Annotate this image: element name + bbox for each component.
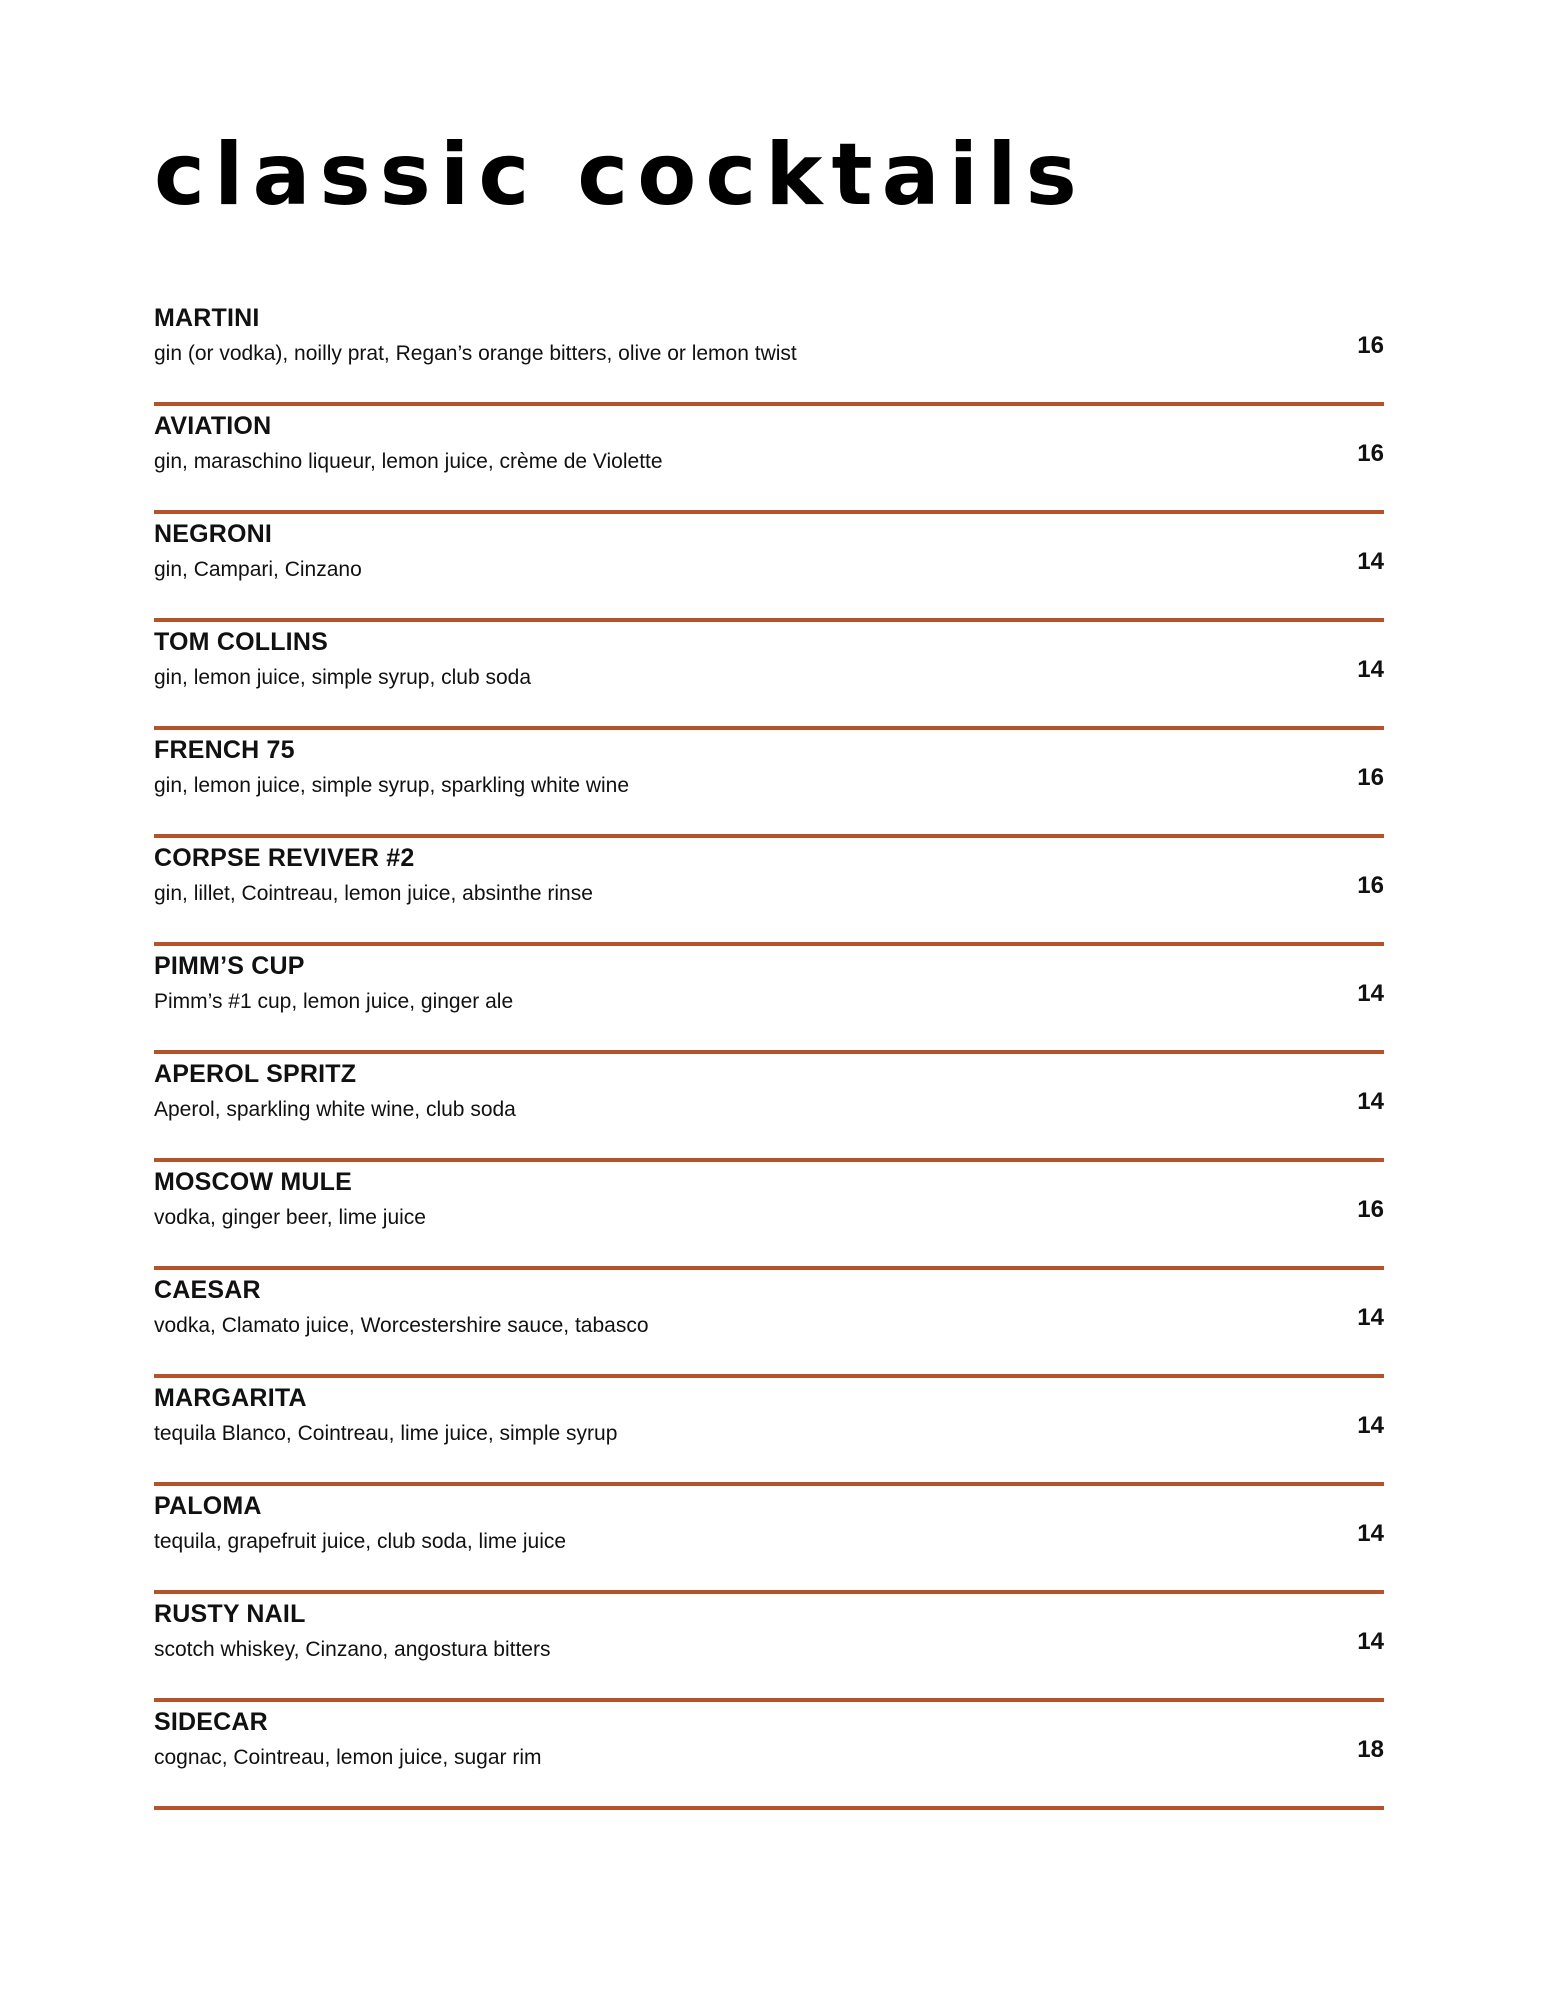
menu-item xyxy=(154,732,1384,838)
item-description: gin, lemon juice, simple syrup, club soda xyxy=(154,666,532,689)
menu-item xyxy=(154,1272,1384,1378)
menu-item xyxy=(154,516,1384,622)
item-description: cognac, Cointreau, lemon juice, sugar rim xyxy=(154,1746,542,1769)
item-name: CAESAR xyxy=(154,1276,261,1304)
menu-item xyxy=(154,624,1384,730)
item-description: gin, lemon juice, simple syrup, sparkling white wine xyxy=(154,774,630,797)
item-name: MARTINI xyxy=(154,304,260,332)
item-price: 14 xyxy=(1357,548,1384,575)
menu-item xyxy=(154,1164,1384,1270)
item-description: gin, Campari, Cinzano xyxy=(154,558,362,581)
menu-item xyxy=(154,840,1384,946)
menu-item xyxy=(154,1704,1384,1810)
item-name: MARGARITA xyxy=(154,1384,307,1412)
item-description: Aperol, sparkling white wine, club soda xyxy=(154,1098,516,1121)
menu-item xyxy=(154,408,1384,514)
menu-item xyxy=(154,948,1384,1054)
item-name: TOM COLLINS xyxy=(154,628,328,656)
item-price: 16 xyxy=(1357,440,1384,467)
item-name: RUSTY NAIL xyxy=(154,1600,306,1628)
item-price: 14 xyxy=(1357,1628,1384,1655)
cocktail-list xyxy=(154,300,1384,1812)
menu-item xyxy=(154,1380,1384,1486)
item-description: gin, lillet, Cointreau, lemon juice, absinthe rinse xyxy=(154,882,593,905)
menu-item xyxy=(154,1488,1384,1594)
menu-item xyxy=(154,1596,1384,1702)
item-description: vodka, Clamato juice, Worcestershire sauce, tabasco xyxy=(154,1314,649,1337)
item-description: gin (or vodka), noilly prat, Regan’s orange bitters, olive or lemon twist xyxy=(154,342,797,365)
item-price: 14 xyxy=(1357,980,1384,1007)
item-price: 14 xyxy=(1357,1088,1384,1115)
item-name: FRENCH 75 xyxy=(154,736,295,764)
item-price: 16 xyxy=(1357,1196,1384,1223)
item-description: scotch whiskey, Cinzano, angostura bitters xyxy=(154,1638,551,1661)
item-price: 14 xyxy=(1357,656,1384,683)
item-name: PALOMA xyxy=(154,1492,262,1520)
item-price: 14 xyxy=(1357,1412,1384,1439)
item-description: gin, maraschino liqueur, lemon juice, crème de Violette xyxy=(154,450,663,473)
menu-item xyxy=(154,300,1384,406)
menu-item xyxy=(154,1056,1384,1162)
item-price: 18 xyxy=(1357,1736,1384,1763)
item-name: APEROL SPRITZ xyxy=(154,1060,357,1088)
item-name: PIMM’S CUP xyxy=(154,952,305,980)
item-description: Pimm’s #1 cup, lemon juice, ginger ale xyxy=(154,990,514,1013)
item-price: 16 xyxy=(1357,332,1384,359)
item-name: SIDECAR xyxy=(154,1708,268,1736)
item-price: 16 xyxy=(1357,764,1384,791)
item-name: AVIATION xyxy=(154,412,272,440)
item-description: tequila Blanco, Cointreau, lime juice, simple syrup xyxy=(154,1422,618,1445)
item-price: 14 xyxy=(1357,1304,1384,1331)
item-price: 16 xyxy=(1357,872,1384,899)
item-name: CORPSE REVIVER #2 xyxy=(154,844,415,872)
item-description: tequila, grapefruit juice, club soda, lime juice xyxy=(154,1530,567,1553)
item-name: NEGRONI xyxy=(154,520,273,548)
item-price: 14 xyxy=(1357,1520,1384,1547)
page-title: classic cocktails xyxy=(154,125,1086,225)
item-description: vodka, ginger beer, lime juice xyxy=(154,1206,426,1229)
item-name: MOSCOW MULE xyxy=(154,1168,353,1196)
